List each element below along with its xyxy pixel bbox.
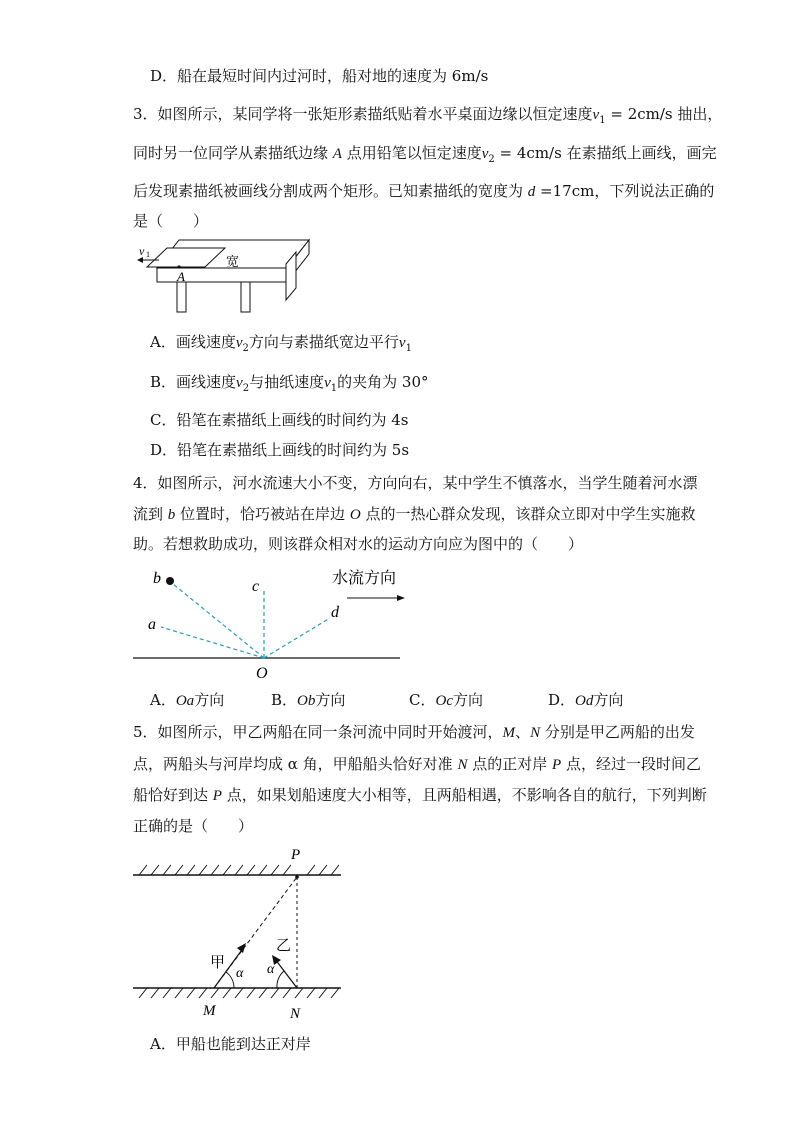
q3-option-d: D．铅笔在素描纸上画线的时间约为 5s bbox=[150, 441, 410, 459]
q3-stem-line4: 是（ ） bbox=[133, 212, 209, 230]
q5-fig-yi-label: 乙 bbox=[276, 938, 292, 954]
q5-stem-line2: 点，两船头与河岸均成 α 角，甲船船头恰好对准 N 点的正对岸 P 点，经过一段时间乙 bbox=[133, 755, 701, 773]
q5-stem-line1: 5．如图所示，甲乙两船在同一条河流中同时开始渡河，M、N 分别是甲乙两船的出发 bbox=[133, 723, 695, 741]
q3-stem-line3: 后发现素描纸被画线分割成两个矩形。已知素描纸的宽度为 d =17cm，下列说法正确的 bbox=[133, 182, 715, 200]
q4-option-a: A．Oa方向 bbox=[150, 691, 225, 709]
q3-fig-v1-label: v bbox=[139, 244, 145, 258]
q3-option-b: B．画线速度$v_2$与抽纸速度$v_1$的夹角为 30° bbox=[150, 373, 429, 394]
q5-fig-alpha1-label: α bbox=[236, 966, 244, 981]
q4-fig-d-label: d bbox=[331, 604, 339, 621]
q5-stem-line4: 正确的是（ ） bbox=[133, 817, 254, 835]
q3-option-a: A．画线速度$v_2$方向与素描纸宽边平行$v_1$ bbox=[150, 333, 412, 354]
q4-fig-c-label: c bbox=[252, 578, 260, 595]
q4-stem-line1: 4．如图所示，河水流速大小不变，方向向右，某中学生不慎落水，当学生随着河水漂 bbox=[133, 474, 698, 492]
q5-fig-p-label: P bbox=[291, 847, 301, 863]
q4-stem-line3: 助。若想救助成功，则该群众相对水的运动方向应为图中的（ ） bbox=[133, 535, 584, 553]
q2-option-d: D．船在最短时间内过河时，船对地的速度为 6m/s bbox=[150, 67, 489, 85]
q3-fig-v1-sub: 1 bbox=[146, 250, 150, 259]
q5-fig-m-label: M bbox=[203, 1003, 216, 1019]
q4-option-d: D．Od方向 bbox=[548, 691, 624, 709]
q4-stem-line2: 流到 b 位置时，恰巧被站在岸边 O 点的一热心群众发现，该群众立即对中学生实施救 bbox=[133, 505, 696, 523]
q4-fig-flow-label: 水流方向 bbox=[332, 570, 397, 587]
q4-option-b: B．Ob方向 bbox=[271, 691, 346, 709]
q5-fig-alpha2-label: α bbox=[267, 962, 275, 977]
q4-fig-b-label: b bbox=[153, 570, 161, 587]
q5-option-a: A．甲船也能到达正对岸 bbox=[150, 1035, 311, 1053]
q5-fig-jia-label: 甲 bbox=[210, 955, 226, 971]
q3-option-c: C．铅笔在素描纸上画线的时间约为 4s bbox=[150, 411, 409, 429]
q4-fig-a-label: a bbox=[148, 616, 156, 633]
q3-stem-line1: 3．如图所示，某同学将一张矩形素描纸贴着水平桌面边缘以恒定速度$v_1 = 2cm/s$ 抽出， bbox=[133, 105, 723, 126]
q5-stem-line3: 船恰好到达 P 点，如果划船速度大小相等，且两船相遇，不影响各自的航行，下列判断 bbox=[133, 786, 707, 804]
q4-option-c: C．Oc方向 bbox=[409, 691, 483, 709]
q4-fig-o-label: O bbox=[256, 665, 268, 682]
q3-fig-point-a: A bbox=[177, 269, 185, 284]
q3-fig-width-label: 宽 bbox=[226, 254, 240, 269]
q5-river-figure bbox=[133, 843, 348, 1023]
q3-table-figure bbox=[133, 234, 318, 314]
q3-stem-line2: 同时另一位同学从素描纸边缘 A 点用铅笔以恒定速度$v_2 = 4cm/s$ 在素描纸上画线，画完 bbox=[133, 144, 717, 165]
q5-fig-n-label: N bbox=[290, 1006, 301, 1022]
q4-river-figure bbox=[133, 562, 408, 682]
